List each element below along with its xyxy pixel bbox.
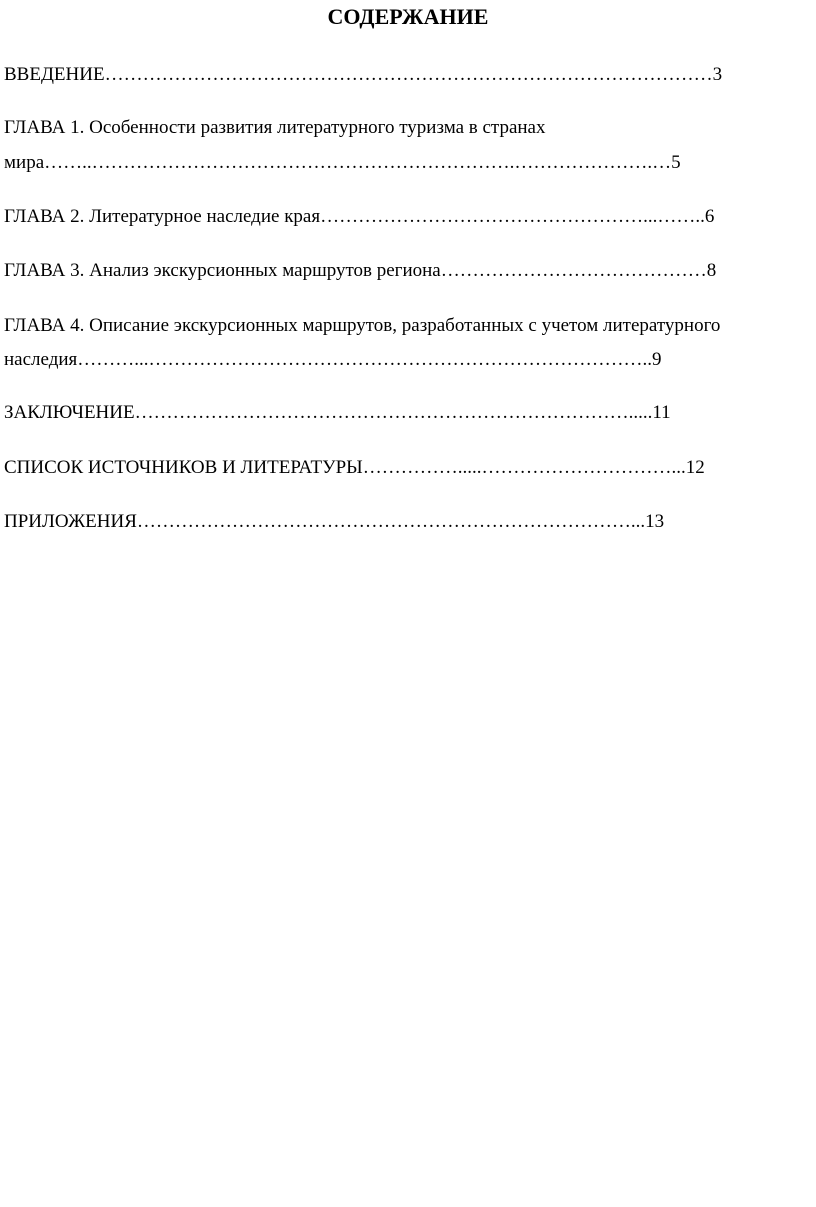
toc-entry-appendices: ПРИЛОЖЕНИЯ……………………………………………………………………...13 [4,511,665,532]
page-title: СОДЕРЖАНИЕ [327,4,489,29]
toc-entry-chapter-1-line-1: ГЛАВА 1. Особенности развития литературного туризма в странах [4,117,546,138]
toc-entry-chapter-4-line-1: ГЛАВА 4. Описание экскурсионных маршрутов, разработанных с учетом литературного [4,315,721,336]
toc-entry-chapter-3: ГЛАВА 3. Анализ экскурсионных маршрутов региона……………………………………8 [4,260,717,281]
toc-entry-introduction: ВВЕДЕНИЕ……………………………………………………………………………………3 [4,64,723,85]
toc-entry-chapter-1-line-2: мира……..………………………………………………………….………………….…5 [4,152,681,173]
toc-entry-chapter-4-line-2: наследия………...……………………………………………………………………..9 [4,349,662,370]
toc-entry-conclusion: ЗАКЛЮЧЕНИЕ…………………………………………………………………….....11 [4,402,671,423]
toc-entry-chapter-2: ГЛАВА 2. Литературное наследие края……………………………………………...……..6 [4,206,715,227]
toc-entry-references: СПИСОК ИСТОЧНИКОВ И ЛИТЕРАТУРЫ…………….....…………………………...12 [4,457,705,478]
